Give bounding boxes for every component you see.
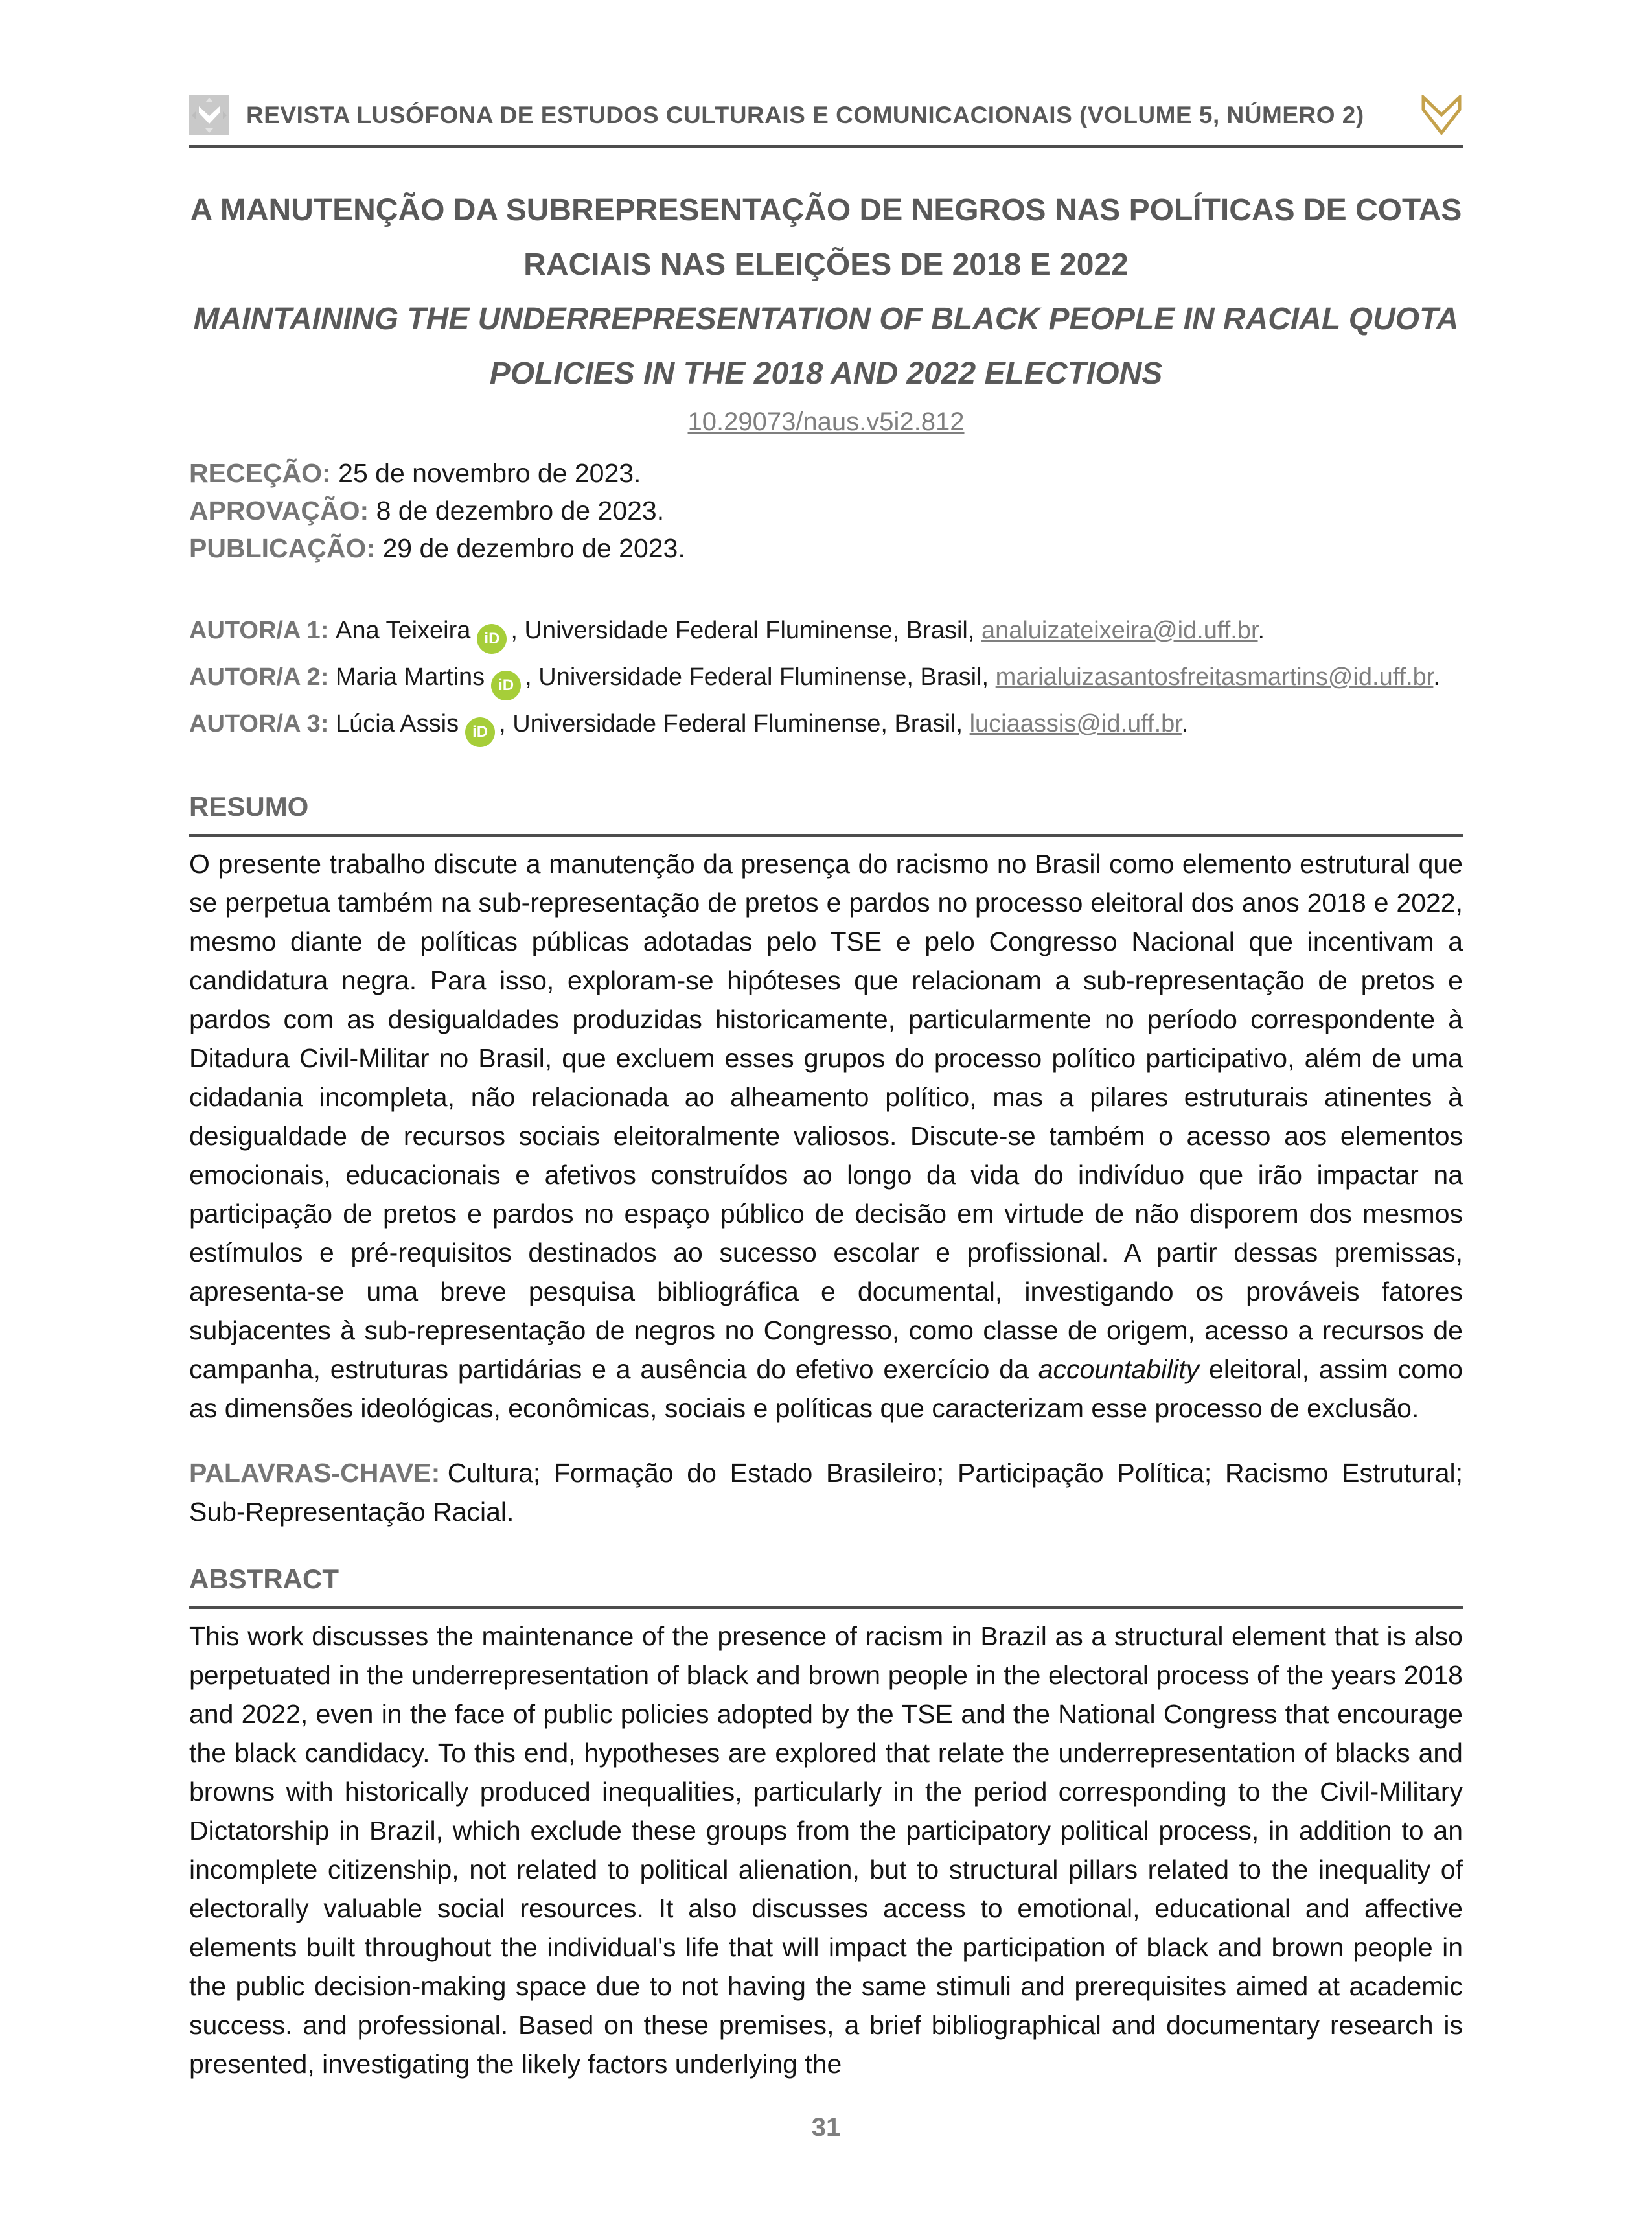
- article-title-pt-line: A MANUTENÇÃO DA SUBREPRESENTAÇÃO DE NEGROS NAS POLÍTICAS DE COTAS: [190, 193, 1462, 227]
- author-email-link[interactable]: marialuizasantosfreitasmartins@id.uff.br: [995, 664, 1434, 691]
- reception-date-row: [189, 454, 1463, 492]
- publication-value: 29 de dezembro de 2023.: [382, 533, 685, 563]
- orcid-icon[interactable]: iD: [477, 624, 507, 654]
- journal-logo-move-handle-icon: [189, 95, 229, 135]
- author-email-link[interactable]: luciaassis@id.uff.br: [969, 710, 1182, 737]
- author-label: AUTOR/A 1:: [189, 617, 329, 644]
- resumo-divider: [189, 834, 1463, 837]
- article-title-en-line: MAINTAINING THE UNDERREPRESENTATION OF BLACK PEOPLE IN RACIAL QUOTA: [193, 302, 1459, 336]
- keywords-text: Cultura; Formação do Estado Brasileiro; Participação Política; Racismo Estrutural; Sub-Representação Racial.: [189, 1458, 1463, 1527]
- orcid-icon[interactable]: iD: [465, 717, 495, 747]
- resumo-heading: RESUMO: [189, 791, 309, 822]
- orcid-icon[interactable]: iD: [491, 671, 521, 700]
- author-email-link[interactable]: analuizateixeira@id.uff.br: [981, 617, 1258, 644]
- resumo-italic-term: accountability: [1038, 1354, 1200, 1384]
- author-name: Lúcia Assis: [335, 710, 459, 737]
- journal-page: [0, 95, 1652, 2233]
- author-label: AUTOR/A 2:: [189, 664, 329, 691]
- doi-row: [189, 401, 1463, 443]
- journal-header-title: REVISTA LUSÓFONA DE ESTUDOS CULTURAIS E COMUNICACIONAIS (VOLUME 5, NÚMERO 2): [246, 102, 1364, 128]
- journal-chevron-icon: [1420, 95, 1463, 136]
- reception-label: RECEÇÃO:: [189, 458, 331, 488]
- author-row: [189, 654, 1463, 700]
- author-affiliation: , Universidade Federal Fluminense, Brasil,: [511, 617, 981, 644]
- author-suffix: .: [1181, 710, 1189, 737]
- reception-value: 25 de novembro de 2023.: [338, 458, 641, 488]
- keywords-row: [189, 1453, 1463, 1531]
- author-suffix: .: [1433, 664, 1440, 691]
- author-name: Ana Teixeira: [335, 617, 471, 644]
- resumo-text-part: O presente trabalho discute a manutenção da presença do racismo no Brasil como elemento estrutural que se perpetua também na sub-representação de pretos e pardos no processo eleitoral dos anos 2018 e 2022, mesmo diante de políticas públicas adotadas pelo TSE e pelo Congresso Nacional que incentivam a candidatura negra. Para isso, exploram-se hipóteses que relacionam a sub-representação de pretos e pardos com as desigualdades produzidas historicamente, particularmente no período correspondente à Ditadura Civil-Militar no Brasil, que excluem esses grupos do processo político participativo, além de uma cidadania incompleta, não relacionada ao alheamento político, mas a pilares estruturais atinentes à desigualdade de recursos sociais eleitoralmente valiosos. Discute-se também o acesso aos elementos emocionais, educacionais e afetivos construídos ao longo da vida do indivíduo que irão impactar na participação de pretos e pardos no espaço público de decisão em virtude de não disporem dos mesmos estímulos e pré-requisitos destinados ao sucesso escolar e profissional. A partir dessas premissas, apresenta-se uma breve pesquisa bibliográfica e documental, investigando os prováveis fatores subjacentes à sub-representação de negros no Congresso, como classe de origem, acesso a recursos de campanha, estruturas partidárias e a ausência do efetivo exercício da: [189, 849, 1463, 1384]
- author-row: [189, 607, 1463, 654]
- approval-label: APROVAÇÃO:: [189, 496, 369, 526]
- approval-date-row: [189, 492, 1463, 529]
- author-row: [189, 700, 1463, 747]
- publication-date-row: [189, 529, 1463, 567]
- doi-link[interactable]: 10.29073/naus.v5i2.812: [687, 408, 965, 436]
- author-name: Maria Martins: [335, 664, 485, 691]
- article-authors: [189, 607, 1463, 747]
- article-dates: [189, 454, 1463, 567]
- keywords-label: PALAVRAS-CHAVE:: [189, 1458, 441, 1488]
- page-number: 31: [811, 2113, 841, 2142]
- resumo-text-part: eleitoral, assim como as dimensões ideológicas, econômicas, sociais e políticas que caracterizam esse processo de exclusão.: [189, 1354, 1463, 1423]
- journal-header: [189, 95, 1463, 136]
- article-title-en-line: POLICIES IN THE 2018 AND 2022 ELECTIONS: [489, 356, 1163, 391]
- article-title-pt-line: RACIAIS NAS ELEIÇÕES DE 2018 E 2022: [523, 248, 1129, 282]
- resumo-text: [189, 844, 1463, 1428]
- author-suffix: .: [1257, 617, 1265, 644]
- author-label: AUTOR/A 3:: [189, 710, 329, 737]
- abstract-heading: ABSTRACT: [189, 1564, 339, 1594]
- article-title-block: [189, 183, 1463, 443]
- author-affiliation: , Universidade Federal Fluminense, Brasil,: [525, 664, 996, 691]
- approval-value: 8 de dezembro de 2023.: [376, 496, 665, 526]
- publication-label: PUBLICAÇÃO:: [189, 533, 375, 563]
- abstract-divider: [189, 1606, 1463, 1609]
- abstract-text: This work discusses the maintenance of the presence of racism in Brazil as a structural element that is also perpetuated in the underrepresentation of black and brown people in the electoral process of the years 2018 and 2022, even in the face of public policies adopted by the TSE and the National Congress that encourage the black candidacy. To this end, hypotheses are explored that relate the underrepresentation of blacks and browns with historically produced inequalities, particularly in the period corresponding to the Civil-Military Dictatorship in Brazil, which exclude these groups from the participatory political process, in addition to an incomplete citizenship, not related to political alienation, but to structural pillars related to the inequality of electorally valuable social resources. It also discusses access to emotional, educational and affective elements built throughout the individual's life that will impact the participation of black and brown people in the public decision-making space due to not having the same stimuli and prerequisites aimed at academic success. and professional. Based on these premises, a brief bibliographical and documentary research is presented, investigating the likely factors underlying the: [189, 1621, 1463, 2079]
- author-affiliation: , Universidade Federal Fluminense, Brasil,: [499, 710, 970, 737]
- header-divider: [189, 145, 1463, 148]
